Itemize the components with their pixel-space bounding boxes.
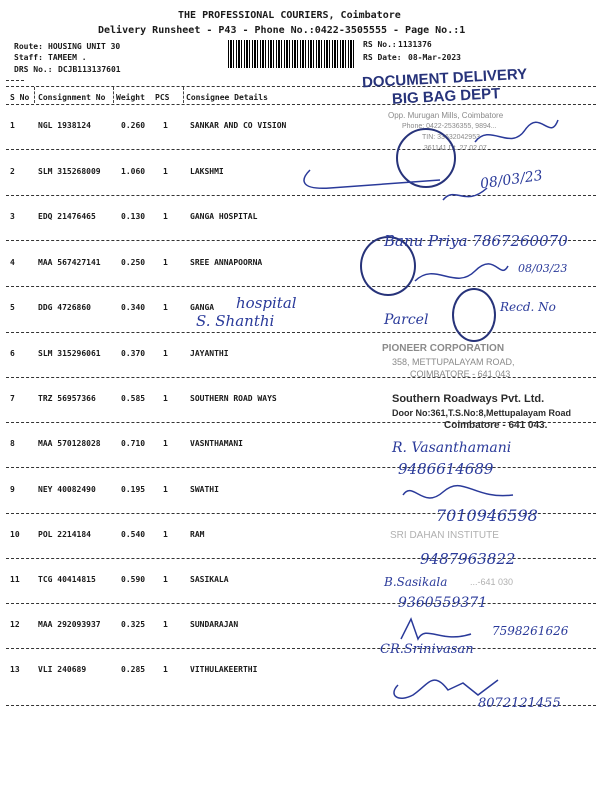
row-sno: 13	[10, 665, 20, 674]
date-row-2: 08/03/23	[479, 167, 544, 193]
staff-label: Staff:	[14, 53, 43, 62]
institute-city: ...-641 030	[470, 577, 514, 587]
row-consignee: VITHULAKEERTHI	[190, 665, 258, 674]
row-pcs: 1	[163, 439, 168, 448]
divider	[6, 104, 596, 105]
divider	[6, 80, 24, 81]
signature-row-12	[396, 614, 476, 644]
divider	[6, 332, 596, 333]
divider	[6, 603, 596, 604]
row-sno: 3	[10, 212, 15, 221]
row-consignment: MAA 567427141	[38, 258, 101, 267]
runsheet-line: Delivery Runsheet - P43 - Phone No.:0422-3505555 - Page No.:1	[98, 25, 466, 36]
name-row-11: B.Sasikala	[384, 575, 448, 589]
name-phone-row-4: Banu Priya 7867260070	[384, 232, 568, 250]
parcel-row-5: Parcel	[384, 312, 429, 328]
row-sno: 8	[10, 439, 15, 448]
drs-value: DCJB113137601	[58, 65, 121, 74]
row-pcs: 1	[163, 394, 168, 403]
row-consignment: TRZ 56957366	[38, 394, 96, 403]
row-sno: 10	[10, 530, 20, 539]
big-bag-stamp: BIG BAG DEPT	[391, 85, 501, 108]
row-consignee: SOUTHERN ROAD WAYS	[190, 394, 277, 403]
row-pcs: 1	[163, 620, 168, 629]
row-weight: 0.590	[121, 575, 146, 584]
col-consignee: Consignee Details	[186, 93, 268, 102]
hospital-row-5: hospital	[236, 294, 297, 312]
row-weight: 0.195	[121, 485, 146, 494]
row-sno: 7	[10, 394, 15, 403]
row-consignment: POL 2214184	[38, 530, 91, 539]
column-separators	[113, 87, 114, 103]
pioneer-city: COIMBATORE - 641 043	[410, 369, 511, 379]
row-consignee: SREE ANNAPOORNA	[190, 258, 263, 267]
row-consignee: SWATHI	[190, 485, 219, 494]
name-row-8: R. Vasanthamani	[392, 440, 512, 456]
vision-phone: Phone: 0422-2536355, 9894...	[402, 123, 497, 130]
signature-row-1	[470, 112, 560, 162]
row-sno: 4	[10, 258, 15, 267]
row-consignment: SLM 315296061	[38, 349, 101, 358]
phone-row-8: 9486614689	[398, 460, 494, 478]
route-value: HOUSING UNIT 30	[48, 42, 121, 51]
row-consignee: SANKAR AND CO VISION	[190, 121, 287, 130]
document-delivery-stamp: DOCUMENT DELIVERY	[361, 65, 528, 92]
phone-row-9: 7010946598	[436, 506, 538, 525]
row-weight: 0.370	[121, 349, 146, 358]
vision-date: ...361141 Dt. 27.02.07	[418, 145, 487, 152]
signature-row-4	[410, 256, 510, 296]
row-consignee: RAM	[190, 530, 205, 539]
row-sno: 12	[10, 620, 20, 629]
row-pcs: 1	[163, 303, 168, 312]
phone-row-12: 7598261626	[492, 624, 569, 638]
row-sno: 11	[10, 575, 20, 584]
divider	[6, 467, 596, 468]
row-consignee: SASIKALA	[190, 575, 229, 584]
phone-row-13: 8072121455	[478, 696, 561, 711]
col-consignment: Consignment No	[38, 93, 106, 102]
row-pcs: 1	[163, 167, 168, 176]
row-consignment: TCG 40414815	[38, 575, 96, 584]
row-consignment: NGL 1938124	[38, 121, 91, 130]
phone-row-10: 9487963822	[420, 550, 516, 568]
southern-roadways-address: Door No:361,T.S.No:8,Mettupalayam Road	[392, 408, 572, 418]
rs-no-value: 1131376	[398, 40, 432, 49]
pioneer-stamp: PIONEER CORPORATION	[382, 343, 505, 354]
drs-label: DRS No.:	[14, 65, 53, 74]
row-consignment: SLM 315268009	[38, 167, 101, 176]
row-consignee: JAYANTHI	[190, 349, 229, 358]
row-weight: 1.060	[121, 167, 146, 176]
name-row-5: S. Shanthi	[196, 312, 275, 330]
row-pcs: 1	[163, 212, 168, 221]
signature-row-2	[290, 160, 450, 200]
col-sno: S No	[10, 93, 30, 102]
col-pcs: PCS	[155, 93, 170, 102]
rs-date-label: RS Date:	[363, 53, 402, 62]
row-weight: 0.325	[121, 620, 146, 629]
row-weight: 0.260	[121, 121, 146, 130]
divider	[6, 648, 596, 649]
row-sno: 6	[10, 349, 15, 358]
name-row-12: CR.Srinivasan	[380, 642, 474, 657]
row-weight: 0.285	[121, 665, 146, 674]
staff-value: TAMEEM .	[48, 53, 87, 62]
row-weight: 0.250	[121, 258, 146, 267]
row-consignee: GANGA	[190, 303, 215, 312]
row-weight: 0.710	[121, 439, 146, 448]
row-sno: 9	[10, 485, 15, 494]
row-pcs: 1	[163, 258, 168, 267]
company-title: THE PROFESSIONAL COURIERS, Coimbatore	[178, 10, 401, 21]
row-consignment: EDQ 21476465	[38, 212, 96, 221]
signature-row-3	[440, 180, 490, 210]
route-label: Route:	[14, 42, 43, 51]
row-consignee: GANGA HOSPITAL	[190, 212, 258, 221]
row-pcs: 1	[163, 121, 168, 130]
round-seal	[452, 288, 496, 342]
row-weight: 0.340	[121, 303, 146, 312]
row-consignee: LAKSHMI	[190, 167, 224, 176]
row-pcs: 1	[163, 349, 168, 358]
vision-address: Opp. Murugan Mills, Coimbatore	[388, 111, 504, 120]
row-weight: 0.585	[121, 394, 146, 403]
pioneer-address: 358, METTUPALAYAM ROAD,	[392, 357, 515, 367]
row-pcs: 1	[163, 485, 168, 494]
row-sno: 1	[10, 121, 15, 130]
row-consignment: NEY 40082490	[38, 485, 96, 494]
row-weight: 0.130	[121, 212, 146, 221]
row-consignment: MAA 292093937	[38, 620, 101, 629]
barcode	[228, 40, 356, 68]
phone-row-11: 9360559371	[398, 595, 488, 611]
row-consignment: VLI 240689	[38, 665, 87, 674]
date-row-4: 08/03/23	[518, 262, 568, 275]
rs-date-value: 08-Mar-2023	[408, 53, 461, 62]
row-weight: 0.540	[121, 530, 146, 539]
row-consignee: VASNTHAMANI	[190, 439, 243, 448]
vision-tin: TIN: 33632042953	[422, 134, 480, 141]
row-consignment: MAA 570128028	[38, 439, 101, 448]
row-consignee: SUNDARAJAN	[190, 620, 239, 629]
row-pcs: 1	[163, 530, 168, 539]
row-pcs: 1	[163, 665, 168, 674]
row-consignment: DDG 4726860	[38, 303, 91, 312]
rs-no-label: RS No.:	[363, 40, 397, 49]
col-weight: Weight	[116, 93, 145, 102]
row-sno: 5	[10, 303, 15, 312]
southern-roadways-city: Coimbatore - 641 043.	[444, 420, 548, 431]
row-pcs: 1	[163, 575, 168, 584]
row-sno: 2	[10, 167, 15, 176]
divider	[6, 86, 596, 87]
recd-row-5: Recd. No	[500, 300, 556, 314]
southern-roadways-stamp: Southern Roadways Pvt. Ltd.	[392, 393, 545, 405]
column-separators	[183, 87, 184, 103]
institute-stamp: SRI DAHAN INSTITUTE	[390, 530, 499, 541]
column-separators	[34, 87, 35, 103]
